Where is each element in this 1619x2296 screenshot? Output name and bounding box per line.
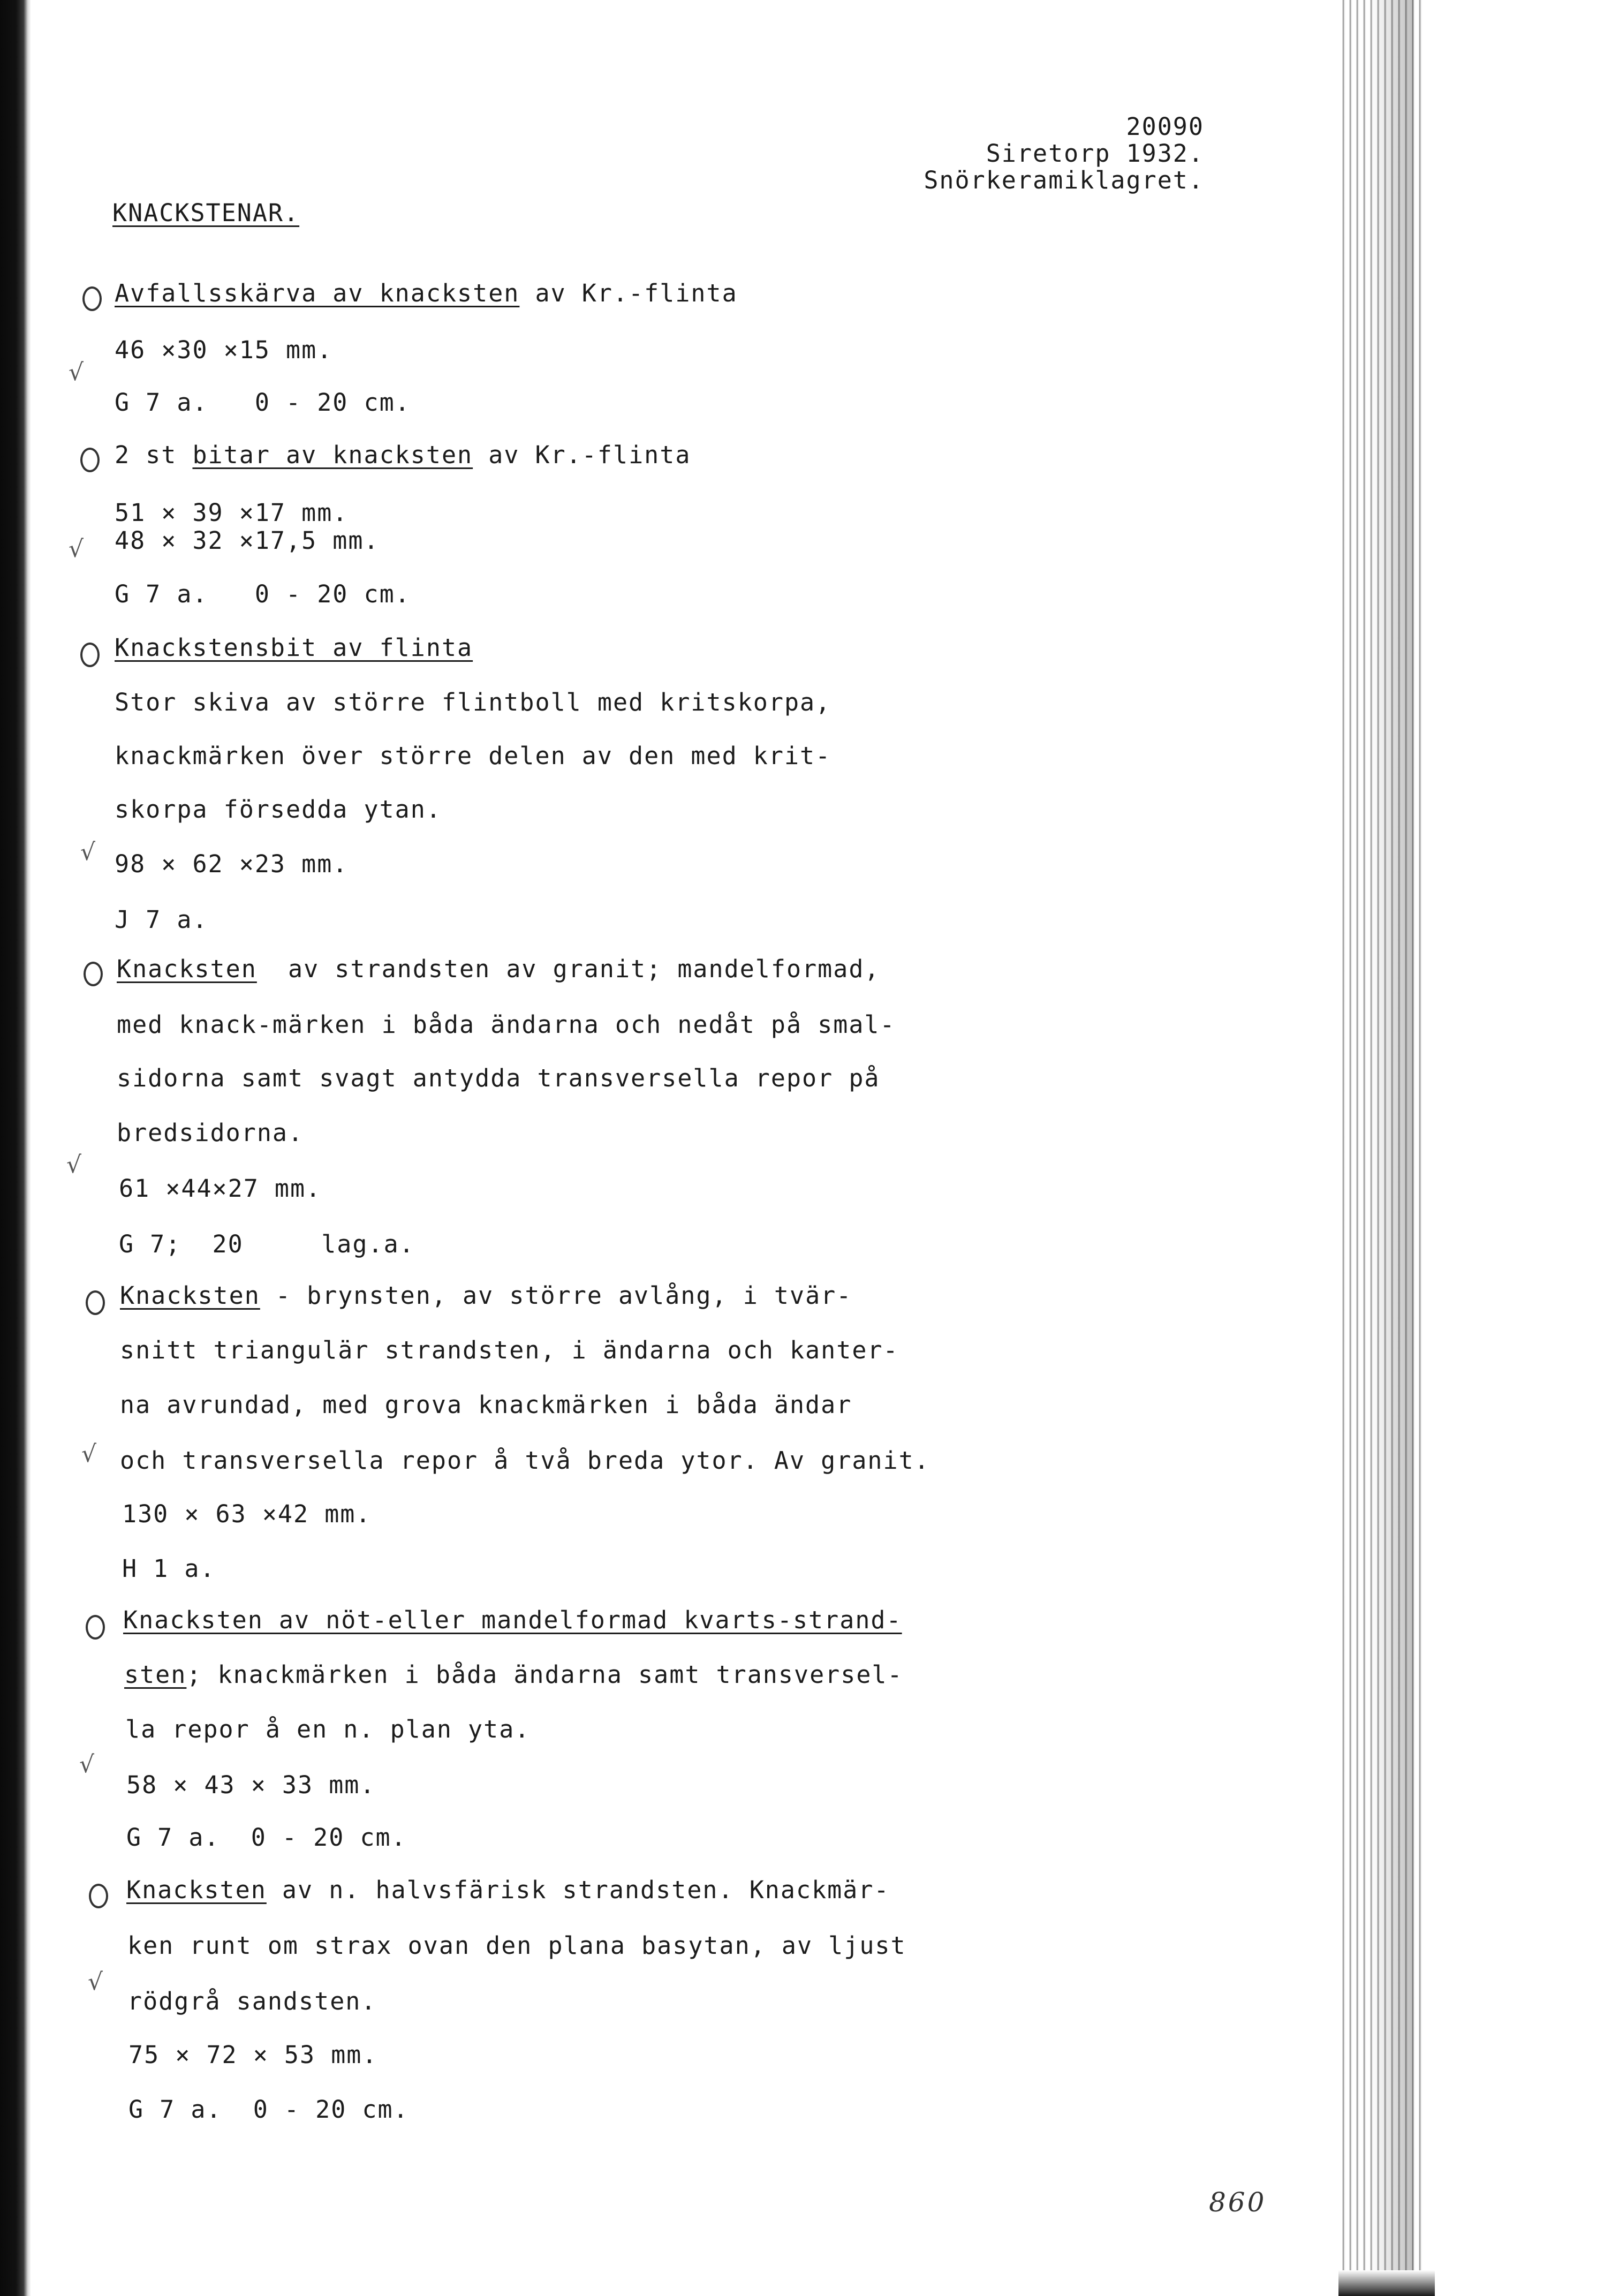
entry-6-rest2: ; knackmärken i båda ändarna samt transversel- [186,1660,903,1689]
entry-7-heading [126,1875,890,1905]
entry-marker-circle [80,448,100,472]
check-mark: √ [69,535,84,563]
entry-2-lead: bitar av knacksten [192,441,473,469]
entry-marker-circle [86,1290,105,1315]
entry-5-line: na avrundad, med grova knackmärken i båda ändar [120,1391,852,1419]
check-mark: √ [81,1440,97,1468]
entry-3-heading [115,633,473,663]
check-mark: √ [69,359,84,386]
entry-1-lead: Avfallsskärva av knacksten [115,279,520,307]
entry-7-line: rödgrå sandsten. [127,1987,377,2015]
layer-name: Snörkeramiklagret. [924,166,1204,194]
entry-4-line: G 7; 20 lag.a. [119,1230,415,1258]
check-mark: √ [66,1151,82,1179]
entry-6-heading-cont [124,1660,903,1690]
entry-1-line: G 7 a. 0 - 20 cm. [115,388,411,417]
entry-4-rest: av strandsten av granit; mandelformad, [256,955,880,983]
entry-7-line: ken runt om strax ovan den plana basytan, av ljust [127,1931,906,1960]
catalog-number: 20090 [1126,112,1204,141]
entry-3-line: J 7 a. [115,905,208,934]
entry-3-line: 98 × 62 ×23 mm. [115,850,349,878]
page-stack-bottom [1338,2270,1435,2296]
entry-3-lead: Knackstensbit av flinta [115,633,473,662]
binding-edge [0,0,31,2296]
entry-1-rest: av Kr.-flinta [519,279,738,307]
entry-2-line: G 7 a. 0 - 20 cm. [115,580,411,608]
entry-5-lead: Knacksten [120,1281,260,1310]
entry-6-line: la repor å en n. plan yta. [125,1715,531,1743]
entry-4-line: med knack-märken i båda ändarna och nedåt på smal- [117,1010,896,1039]
entry-2-heading [115,440,691,470]
page-title: KNACKSTENAR. [112,199,300,227]
entry-marker-circle [86,1615,105,1640]
entry-5-line: snitt triangulär strandsten, i ändarna och kanter- [120,1336,899,1364]
entry-4-heading [117,954,880,984]
entry-7-rest: av n. halvsfärisk strandsten. Knackmär- [266,1876,890,1904]
entry-7-lead: Knacksten [126,1876,267,1904]
page-stack-shadow [1371,0,1413,2296]
entry-4-line: sidorna samt svagt antydda transversella repor på [117,1064,880,1092]
entry-4-line: 61 ×44×27 mm. [119,1174,322,1203]
entry-3-line: skorpa försedda ytan. [115,795,442,824]
entry-6-lead: Knacksten av nöt-eller mandelformad kvarts-strand- [123,1606,902,1634]
entry-6-line: 58 × 43 × 33 mm. [126,1771,376,1799]
entry-7-line: G 7 a. 0 - 20 cm. [128,2095,409,2124]
entry-5-heading [120,1281,852,1311]
site-year: Siretorp 1932. [986,139,1204,168]
entry-3-line: knackmärken över större delen av den med krit- [115,742,831,770]
entry-3-line: Stor skiva av större flintboll med kritskorpa, [115,688,831,716]
check-mark: √ [80,839,96,866]
entry-6-line: G 7 a. 0 - 20 cm. [126,1823,407,1852]
entry-2-line: 51 × 39 ×17 mm. [115,499,349,527]
entry-2-line: 48 × 32 ×17,5 mm. [115,526,380,555]
entry-marker-circle [84,962,103,986]
entry-5-line: 130 × 63 ×42 mm. [122,1500,372,1528]
entry-6-heading [123,1605,902,1635]
entry-4-line: bredsidorna. [117,1119,304,1147]
entry-4-lead: Knacksten [117,955,257,983]
entry-marker-circle [82,286,102,311]
entry-5-line: H 1 a. [122,1554,216,1583]
entry-1-heading [115,278,738,308]
entry-2-prefix: 2 st [115,441,193,469]
entry-5-rest: - brynsten, av större avlång, i tvär- [260,1281,852,1310]
entry-1-line: 46 ×30 ×15 mm. [115,336,333,364]
check-mark: √ [79,1751,95,1778]
entry-7-line: 75 × 72 × 53 mm. [128,2041,378,2069]
entry-marker-circle [89,1884,108,1908]
folio-number: 860 [1209,2187,1267,2218]
entry-5-line: och transversella repor å två breda ytor. Av granit. [120,1446,930,1475]
entry-marker-circle [80,643,100,667]
check-mark: √ [88,1968,103,1996]
entry-6-lead2: sten [124,1660,187,1689]
entry-2-rest: av Kr.-flinta [473,441,691,469]
